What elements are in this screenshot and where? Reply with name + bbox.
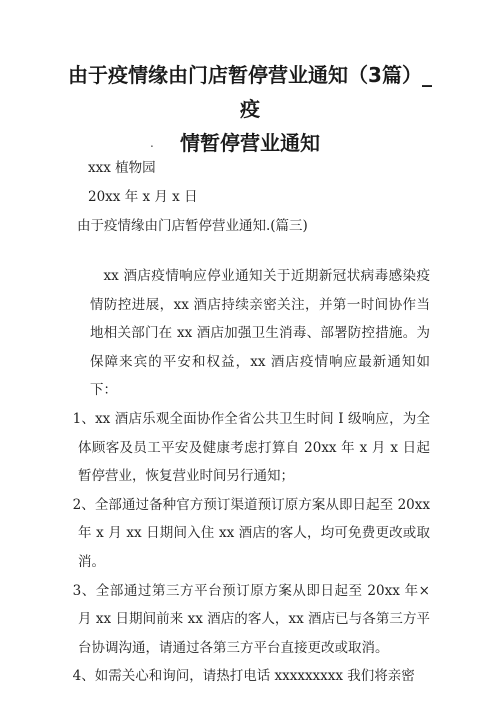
paragraph-item-2: 2、全部通过备种官方预订渠道预订原方案从即日起至 20xx 年 x 月 xx 日期间入住 xx 酒店的客人，均可免费更改或取消。 (72, 496, 430, 570)
document-date: 20xx 年 x 月 x 日 (88, 189, 198, 205)
title-line-2: 情暂停营业通知 (180, 131, 320, 155)
body-text (72, 262, 430, 691)
paragraph-item-3: 3、全部通过第三方平台预订原方案从即日起至 20xx 年×月 xx 日期间前来 xx 酒店的客人，xx 酒店已与各第三方平台协调沟通，请通过各第三方平台直接更改或取消。 (72, 582, 430, 656)
paragraph-item-1: 1、xx 酒店乐观全面协作全省公共卫生时间 I 级响应，为全体顾客及员工平安及健康考虑打算自 20xx 年 x 月 x 日起暂停营业，恢复营业时间另行通知； (72, 410, 430, 485)
dot-mark: . (150, 136, 154, 150)
organization-name: xxx 植物园 (88, 160, 156, 176)
title-line-1: 由于疫情缘由门店暂停营业通知（3篇）_疫 (68, 63, 432, 121)
document-subtitle: 由于疫情缘由门店暂停营业通知.(篇三) (77, 218, 308, 234)
paragraph-intro: xx 酒店疫情响应停业通知关于近期新冠状病毒感染疫情防控进展，xx 酒店持续亲密关注，并第一时间协作当地相关部门在 xx 酒店加强卫生消毒、部署防控措施。为保障来宾的平安和权益，xx 酒店疫情响应最新通知如下： (90, 268, 430, 399)
document-title (60, 58, 440, 160)
paragraph-item-4: 4、如需关心和询问，请热打电话 xxxxxxxxx 我们将亲密 (72, 668, 415, 685)
